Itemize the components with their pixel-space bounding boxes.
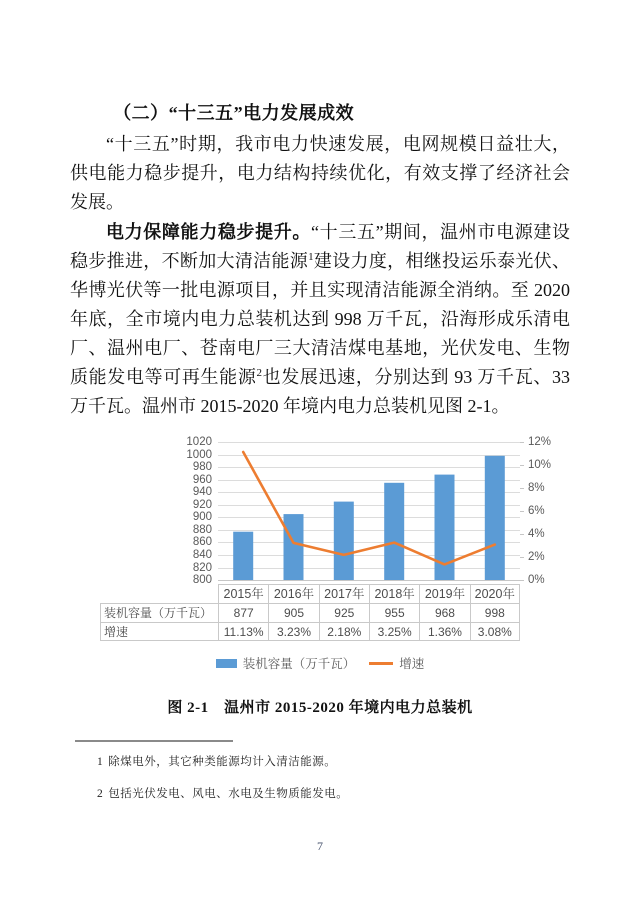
footnote-1 [97,755,537,770]
right-axis-tick-label: 12% [528,436,552,448]
left-axis-tick-label: 880 [192,523,212,536]
paragraph-overview: “十三五”时期，我市电力快速发展，电网规模日益壮大，供电能力稳步提升，电力结构持续优化，有效支撑了经济社会发展。 [70,134,570,212]
left-axis-tick-label: 940 [192,486,212,499]
footnote-2 [97,787,537,802]
right-axis-tick-label: 8% [528,482,545,494]
left-axis-tick-label: 1020 [186,436,212,448]
right-axis-tick [520,465,524,466]
legend-label: 增速 [399,657,425,671]
table-row-label: 增速 [100,622,218,641]
table-row-label: 装机容量（万千瓦） [100,603,218,622]
left-axis-tick-label: 920 [192,498,212,511]
right-axis-tick-label: 0% [528,574,545,586]
left-axis-tick-label: 800 [192,574,212,586]
chart-gridline [218,580,520,581]
chart-data-table [100,584,520,641]
table-year-header: 2020年 [470,584,520,603]
chart-gridline [218,480,520,481]
chart-gridline [218,568,520,569]
left-axis-tick-label: 820 [192,561,212,574]
table-year-header: 2015年 [218,584,268,603]
footnote-marker: 1 [97,756,104,768]
right-axis-tick-label: 6% [528,505,545,517]
table-value-cell: 905 [268,603,318,622]
chart-legend [0,655,640,671]
table-year-header: 2018年 [369,584,419,603]
paragraph-segment: “十三五”期间，温州市电源建设稳步推进，不断加大清洁能源 [70,222,570,271]
table-value-cell: 3.23% [268,622,318,641]
chart-gridline [218,505,520,506]
paragraph-segment: 建设力度，相继投运乐泰光伏、华博光伏等一批电源项目，并且实现清洁能源全消纳。至 2020 年底，全市境内电力总装机达到 998 万千瓦，沿海形成乐清电厂、温州电厂、苍南电厂三大清洁煤电基地，光伏发电、生物质能发电等可再生能源 [70,251,570,387]
chart-gridline [218,455,520,456]
chart-gridline [218,517,520,518]
section-heading: （二）“十三五”电力发展成效 [113,103,355,123]
table-value-cell: 3.08% [470,622,520,641]
table-value-cell: 3.25% [369,622,419,641]
left-axis-tick-label: 840 [192,548,212,561]
footnote-text: 包括光伏发电、风电、水电及生物质能发电。 [108,788,349,800]
footnote-ref-2: 2 [256,367,262,379]
right-axis-tick-label: 2% [528,551,545,563]
table-value-cell: 1.36% [419,622,469,641]
left-axis-tick-label: 1000 [186,448,212,461]
table-year-header: 2019年 [419,584,469,603]
paragraph-segment: 也发展迅速，分别达到 93 万千瓦、33 万千瓦。温州市 2015-2020 年境内电力总装机见图 2-1。 [70,367,571,416]
chart-gridline [218,467,520,468]
table-value-cell: 925 [319,603,369,622]
right-axis-tick [520,557,524,558]
line-series-swatch [369,662,393,665]
paragraph-power-supply [70,218,570,421]
table-value-cell: 955 [369,603,419,622]
chart-gridline [218,555,520,556]
capacity-bar [485,456,505,580]
chart-gridline [218,492,520,493]
chart-gridline [218,542,520,543]
paragraph-lead-bold: 电力保障能力稳步提升。 [106,222,312,242]
right-axis-tick-label: 4% [528,528,545,540]
table-value-cell: 968 [419,603,469,622]
footnote-separator [75,740,233,742]
table-value-cell: 998 [470,603,520,622]
left-axis-tick-label: 980 [192,461,212,474]
growth-rate-line [243,452,495,564]
capacity-bar [435,475,455,580]
page-number: 7 [317,839,323,853]
footnotes [97,755,537,819]
left-axis-tick-label: 900 [192,511,212,524]
right-axis-tick [520,488,524,489]
legend-label: 装机容量（万千瓦） [242,657,356,671]
capacity-bar [284,514,304,580]
chart-gridline [218,442,520,443]
footnote-marker: 2 [97,788,104,800]
right-axis-tick [520,534,524,535]
chart-gridline [218,530,520,531]
chart-plot [218,442,520,580]
legend-item [369,654,424,672]
legend-item [216,654,356,672]
figure-caption: 图 2-1 温州市 2015-2020 年境内电力总装机 [167,700,473,716]
bar-series-swatch [216,659,237,668]
right-axis-tick [520,580,524,581]
table-value-cell: 877 [218,603,268,622]
table-value-cell: 11.13% [218,622,268,641]
right-axis-tick-label: 10% [528,459,552,471]
capacity-bar [233,532,253,580]
table-year-header: 2017年 [319,584,369,603]
left-axis-tick-label: 960 [192,473,212,486]
table-value-cell: 2.18% [319,622,369,641]
table-corner-cell [100,584,218,603]
capacity-bar [384,483,404,580]
capacity-bar [334,502,354,580]
left-axis-tick-label: 860 [192,536,212,549]
footnote-ref-1: 1 [308,251,314,263]
footnote-text: 除煤电外，其它种类能源均计入清洁能源。 [108,756,337,768]
table-year-header: 2016年 [268,584,318,603]
right-axis-tick [520,442,524,443]
right-axis-tick [520,511,524,512]
